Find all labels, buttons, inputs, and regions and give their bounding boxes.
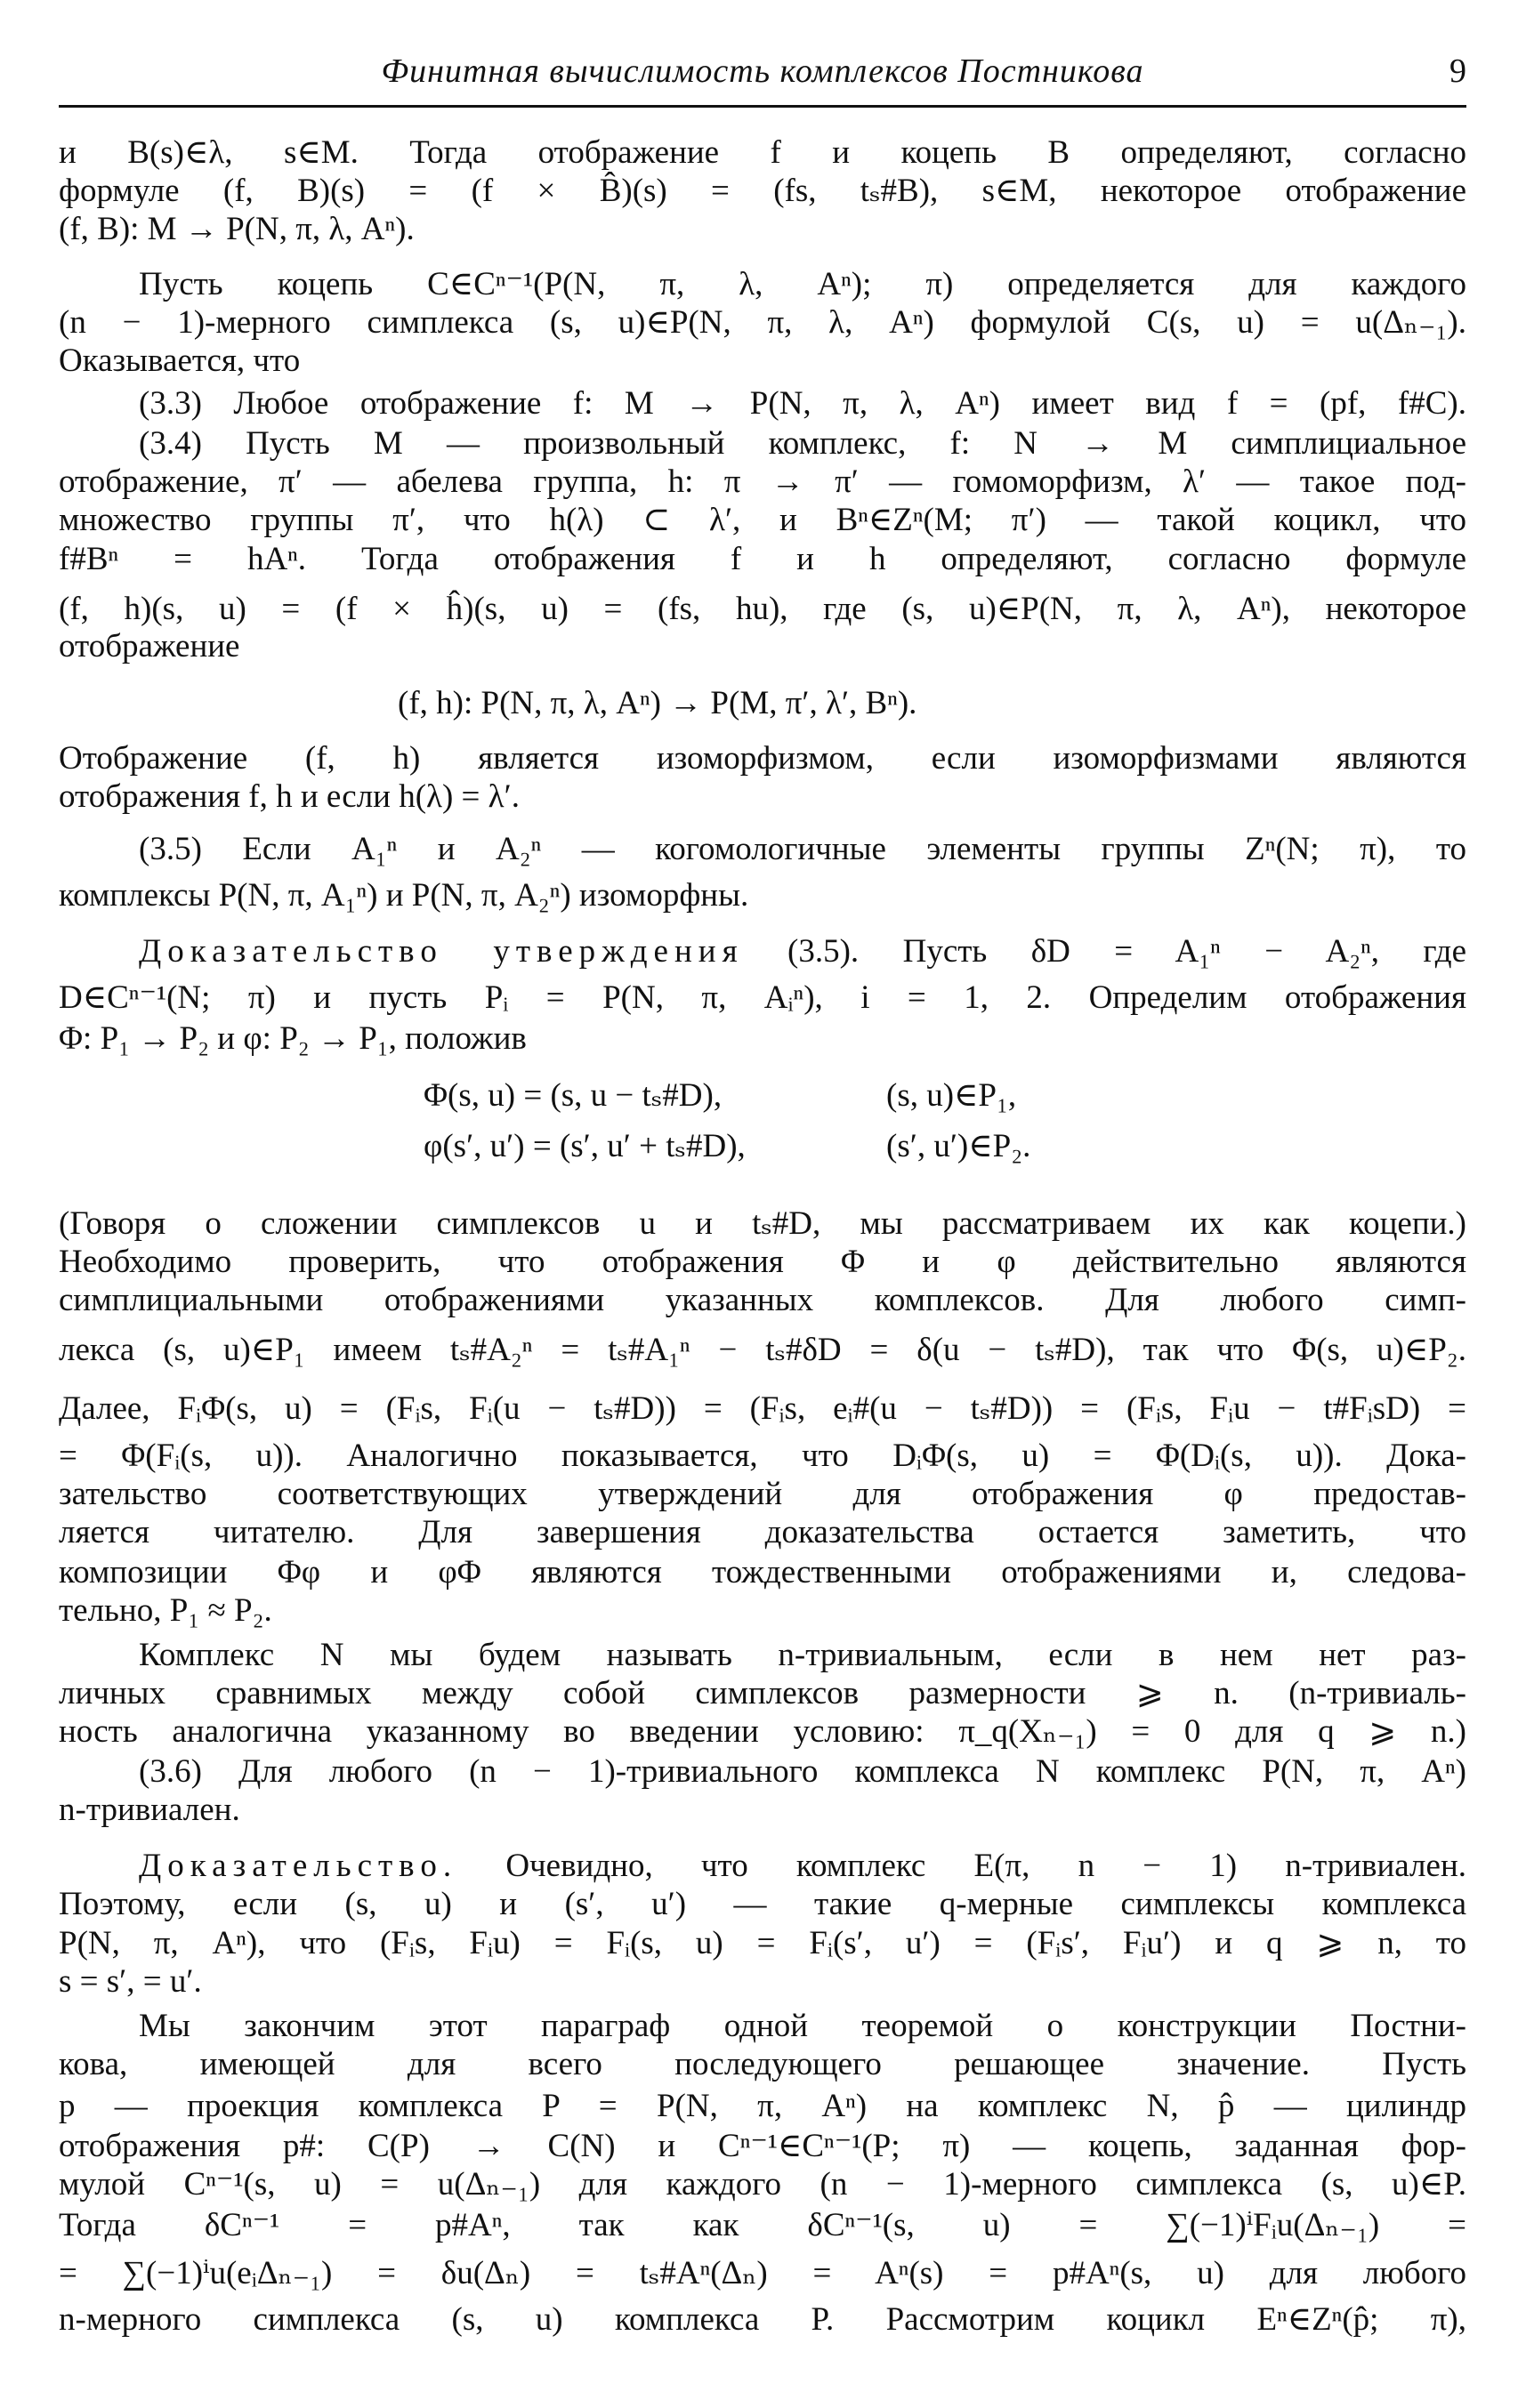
formula-condition: (s′, u′)∈P₂. <box>886 1128 1031 1164</box>
spaced-heading: Доказательство. <box>139 1848 458 1884</box>
text-line: s = s′, = u′. <box>59 1963 202 2000</box>
text-line: D∈Cⁿ⁻¹(N; π) и пусть Pᵢ = P(N, π, Aᵢⁿ), i = 1, 2. Определим отображения <box>59 979 1466 1016</box>
formula: φ(s′, u′) = (s′, u′ + tₛ#D), <box>424 1128 746 1164</box>
formula-condition: (s, u)∈P₁, <box>886 1077 1017 1114</box>
text-line: и B(s)∈λ, s∈M. Тогда отображение f и коцепь B определяют, согласно <box>59 134 1466 171</box>
line-text: (3.5). Пусть δD = A₁ⁿ − A₂ⁿ, где <box>743 933 1466 970</box>
text-line: p — проекция комплекса P = P(N, π, Aⁿ) на комплекс N, p̂ — цилиндр <box>59 2088 1466 2124</box>
text-line: (3.6) Для любого (n − 1)-тривиального комплекса N комплекс P(N, π, Aⁿ) <box>139 1753 1466 1790</box>
text-line: Комплекс N мы будем называть n-тривиальным, если в нем нет раз- <box>139 1637 1466 1673</box>
text-line: зательство соответствующих утверждений для отображения φ предостав- <box>59 1476 1466 1512</box>
text-line: ность аналогична указанному во введении условию: π_q(Xₙ₋₁) = 0 для q ⩾ n.) <box>59 1713 1466 1750</box>
text-line: Далее, FᵢΦ(s, u) = (Fᵢs, Fᵢ(u − tₛ#D)) = (Fᵢs, eᵢ#(u − tₛ#D)) = (Fᵢs, Fᵢu − t#FᵢsD) = <box>59 1390 1466 1427</box>
text-line: n-тривиален. <box>59 1792 240 1828</box>
text-line: (f, h)(s, u) = (f × ĥ)(s, u) = (fs, hu), где (s, u)∈P(N, π, λ, Aⁿ), некоторое <box>59 591 1466 627</box>
text-line: комплексы P(N, π, A₁ⁿ) и P(N, π, A₂ⁿ) изоморфны. <box>59 877 749 914</box>
running-title: Финитная вычислимость комплексов Постникова <box>381 52 1144 90</box>
text-line: f#Bⁿ = hAⁿ. Тогда отображения f и h определяют, согласно формуле <box>59 541 1466 577</box>
page-number: 9 <box>1449 52 1466 90</box>
text-line: формуле (f, B)(s) = (f × B̂)(s) = (fs, tₛ#B), s∈M, некоторое отображение <box>59 173 1466 209</box>
text-line: отображение <box>59 628 240 664</box>
text-line <box>424 1076 1313 1115</box>
text-line: Пусть коцепь C∈Cⁿ⁻¹(P(N, π, λ, Aⁿ); π) определяется для каждого <box>139 266 1466 302</box>
running-header <box>59 52 1466 108</box>
text-line: Необходимо проверить, что отображения Φ и φ действительно являются <box>59 1244 1466 1280</box>
text-line: (n − 1)-мерного симплекса (s, u)∈P(N, π, λ, Aⁿ) формулой C(s, u) = u(Δₙ₋₁). <box>59 304 1466 341</box>
formula: Φ(s, u) = (s, u − tₛ#D), <box>424 1077 723 1114</box>
text-line: (f, h): P(N, π, λ, Aⁿ) → P(M, π′, λ′, Bⁿ). <box>398 685 917 721</box>
text-line: Мы закончим этот параграф одной теоремой о конструкции Постни- <box>139 2008 1466 2044</box>
line-text: Очевидно, что комплекс E(π, n − 1) n-тривиален. <box>457 1848 1466 1884</box>
text-line: = Φ(Fᵢ(s, u)). Аналогично показывается, что DᵢΦ(s, u) = Φ(Dᵢ(s, u)). Дока- <box>59 1438 1466 1474</box>
text-line: Тогда δCⁿ⁻¹ = p#Aⁿ, так как δCⁿ⁻¹(s, u) = ∑(−1)ⁱFᵢu(Δₙ₋₁) = <box>59 2207 1466 2243</box>
text-line: личных сравнимых между собой симплексов размерности ⩾ n. (n-тривиаль- <box>59 1675 1466 1711</box>
text-line: (3.4) Пусть M — произвольный комплекс, f: N → M симплициальное <box>139 425 1466 462</box>
spaced-heading: Доказательство утверждения <box>139 933 744 970</box>
text-line: лекса (s, u)∈P₁ имеем tₛ#A₂ⁿ = tₛ#A₁ⁿ − tₛ#δD = δ(u − tₛ#D), так что Φ(s, u)∈P₂. <box>59 1332 1466 1368</box>
text-line: (f, B): M → P(N, π, λ, Aⁿ). <box>59 211 415 247</box>
text-line <box>139 932 1466 971</box>
text-line: отображения f, h и если h(λ) = λ′. <box>59 778 520 815</box>
text-line: Φ: P₁ → P₂ и φ: P₂ → P₁, положив <box>59 1020 527 1057</box>
text-line: мулой Cⁿ⁻¹(s, u) = u(Δₙ₋₁) для каждого (n − 1)-мерного симплекса (s, u)∈P. <box>59 2166 1466 2203</box>
text-line: отображение, π′ — абелева группа, h: π → π′ — гомоморфизм, λ′ — такое под- <box>59 463 1466 500</box>
text-line: ляется читателю. Для завершения доказательства остается заметить, что <box>59 1514 1466 1550</box>
text-line: отображения p#: C(P) → C(N) и Cⁿ⁻¹∈Cⁿ⁻¹(P; π) — коцепь, заданная фор- <box>59 2128 1466 2164</box>
text-line: множество группы π′, что h(λ) ⊂ λ′, и Bⁿ∈Zⁿ(M; π′) — такой коцикл, что <box>59 502 1466 538</box>
text-line: n-мерного симплекса (s, u) комплекса P. Рассмотрим коцикл Eⁿ∈Zⁿ(p̂; π), <box>59 2301 1466 2338</box>
text-line: тельно, P₁ ≈ P₂. <box>59 1592 272 1629</box>
text-line: композиции Φφ и φΦ являются тождественными отображениями и, следова- <box>59 1554 1466 1591</box>
text-line: P(N, π, Aⁿ), что (Fᵢs, Fᵢu) = Fᵢ(s, u) = Fᵢ(s′, u′) = (Fᵢs′, Fᵢu′) и q ⩾ n, то <box>59 1925 1466 1961</box>
text-line <box>139 1847 1466 1886</box>
text-line: (Говоря о сложении симплексов u и tₛ#D, мы рассматриваем их как коцепи.) <box>59 1205 1466 1242</box>
text-line <box>424 1127 1313 1166</box>
text-line: (3.5) Если A₁ⁿ и A₂ⁿ — когомологичные элементы группы Zⁿ(N; π), то <box>139 831 1466 867</box>
text-line: симплициальными отображениями указанных комплексов. Для любого симп- <box>59 1282 1466 1318</box>
text-line: = ∑(−1)ⁱu(eᵢΔₙ₋₁) = δu(Δₙ) = tₛ#Aⁿ(Δₙ) = Aⁿ(s) = p#Aⁿ(s, u) для любого <box>59 2255 1466 2291</box>
text-line: кова, имеющей для всего последующего решающее значение. Пусть <box>59 2046 1466 2082</box>
text-line: Поэтому, если (s, u) и (s′, u′) — такие q-мерные симплексы комплекса <box>59 1886 1466 1922</box>
text-line: Оказывается, что <box>59 342 301 379</box>
text-line: (3.3) Любое отображение f: M → P(N, π, λ, Aⁿ) имеет вид f = (pf, f#C). <box>139 385 1466 422</box>
text-line: Отображение (f, h) является изоморфизмом, если изоморфизмами являются <box>59 740 1466 777</box>
